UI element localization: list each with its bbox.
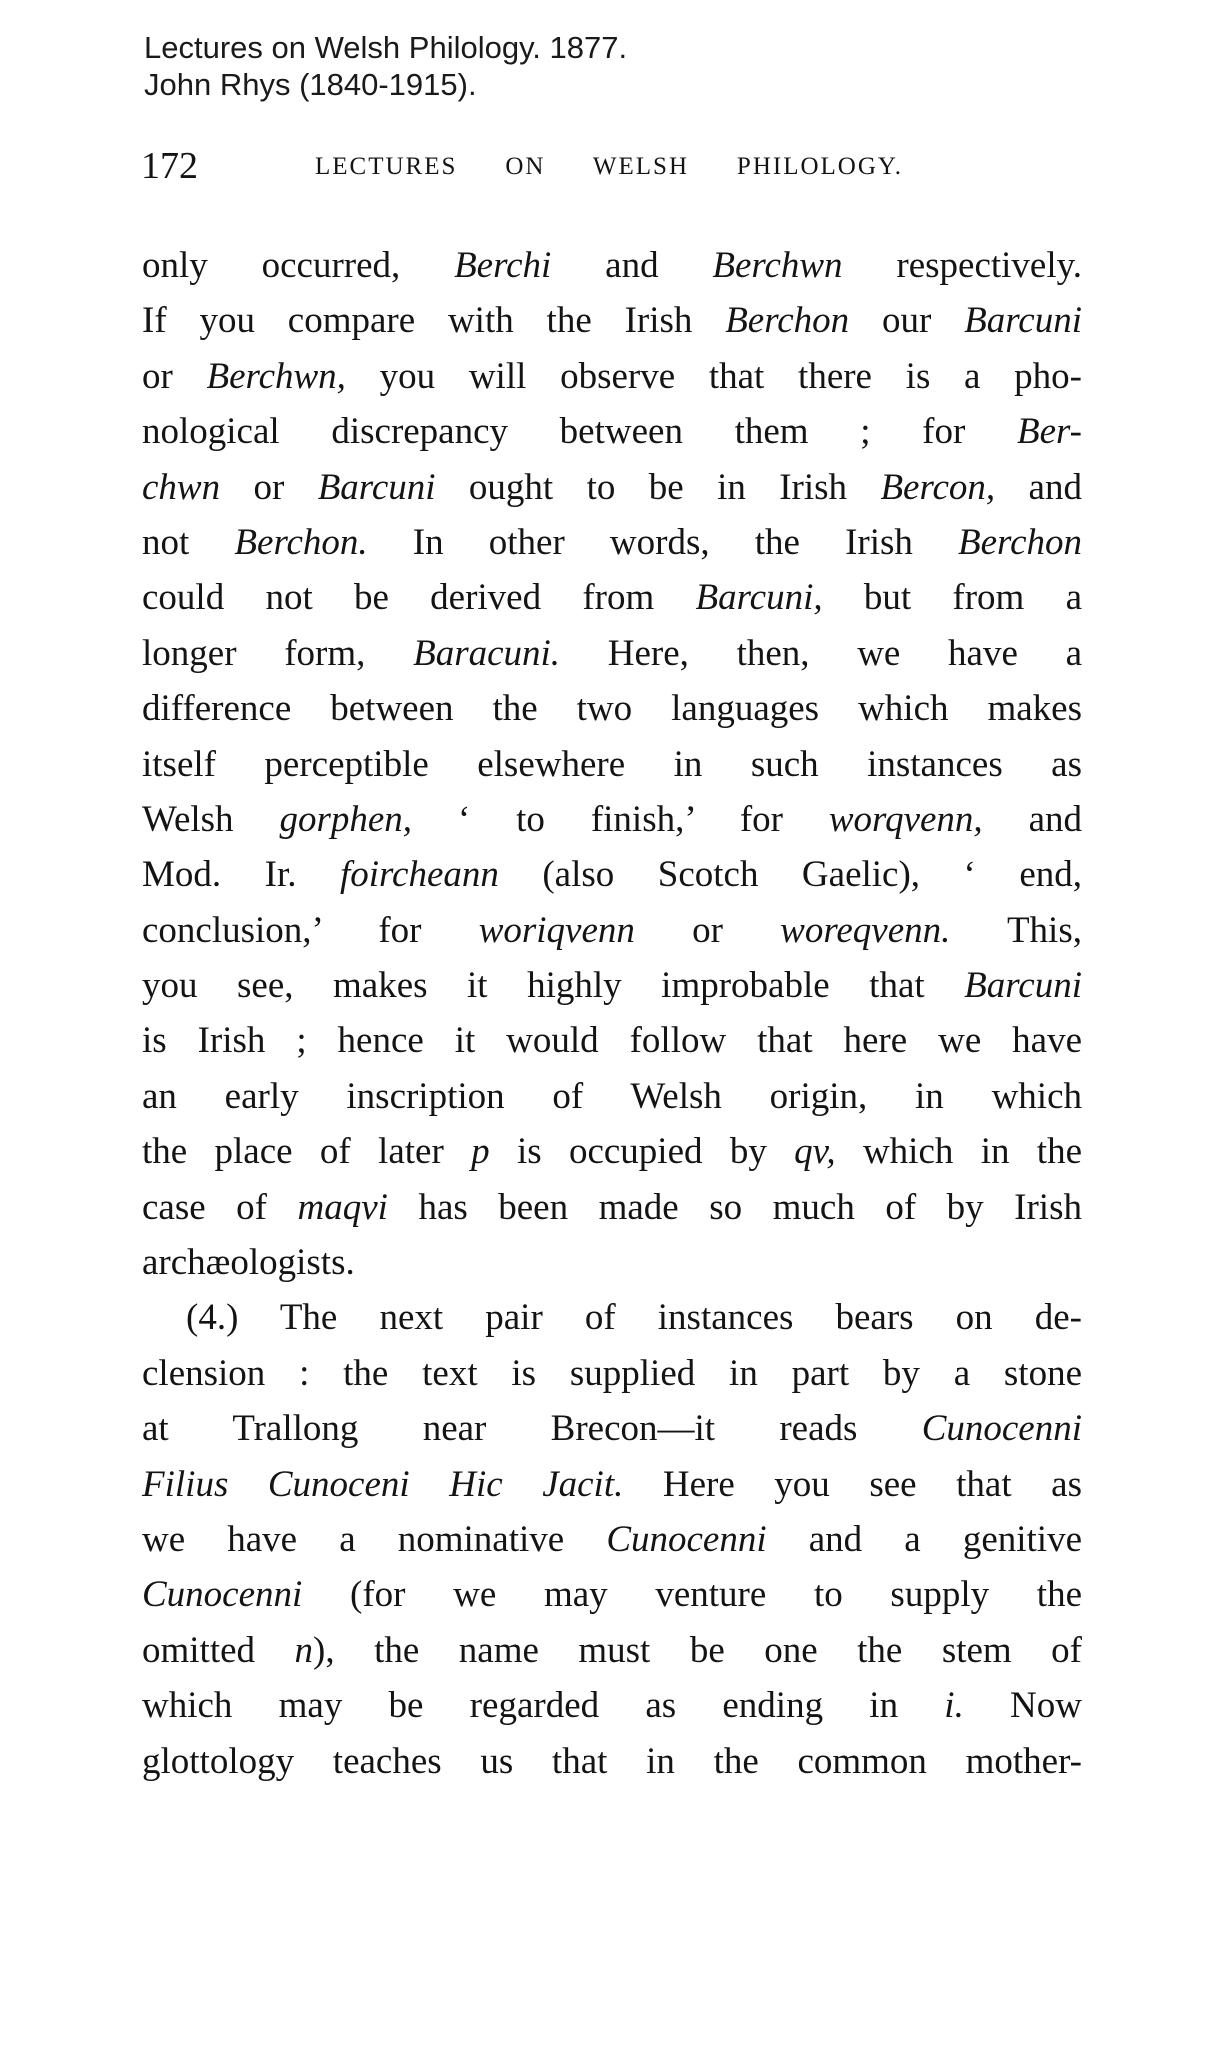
text-segment: longer form, (142, 632, 414, 674)
text-segment: ), the name must be one the stem of (313, 1629, 1082, 1671)
source-author: John Rhys (1840-1915). (144, 67, 477, 102)
text-segment: conclusion,’ for (142, 909, 479, 951)
text-segment: itself perceptible elsewhere in such instances as (142, 743, 1082, 785)
italic-text: Ber- (1016, 411, 1082, 453)
text-line (142, 1512, 1082, 1567)
italic-text: Cunocenni (921, 1408, 1082, 1450)
text-segment: at Trallong near Brecon—it reads (142, 1408, 922, 1450)
text-line (142, 515, 1082, 570)
text-segment: or (142, 355, 207, 397)
text-line (142, 1567, 1082, 1622)
text-line (142, 1124, 1082, 1179)
text-segment: This, (950, 909, 1082, 951)
text-segment: and (995, 466, 1082, 508)
text-segment: an early inscription of Welsh origin, in which (142, 1075, 1082, 1117)
italic-text: qv, (794, 1131, 836, 1173)
text-segment: which may be regarded as ending in (142, 1685, 945, 1727)
text-segment: ‘ to finish,’ for (412, 798, 829, 840)
text-line (142, 626, 1082, 681)
italic-text: woreqvenn. (780, 909, 951, 951)
text-line (142, 681, 1082, 736)
source-title: Lectures on Welsh Philology. 1877. (144, 30, 628, 65)
italic-text: gorphen, (279, 798, 413, 840)
italic-text: Berchon. (234, 521, 368, 563)
text-segment: difference between the two languages which makes (142, 688, 1082, 730)
text-segment: Here you see that as (623, 1463, 1082, 1505)
text-segment: and (551, 245, 713, 286)
text-line (142, 1180, 1082, 1235)
italic-text: maqvi (297, 1186, 388, 1228)
italic-text: Bercon, (880, 466, 996, 508)
italic-text: worqvenn, (828, 798, 983, 840)
text-segment: clension : the text is supplied in part by a stone (142, 1352, 1082, 1394)
page-number: 172 (141, 145, 198, 187)
text-segment: omitted (142, 1629, 295, 1671)
text-line (142, 1401, 1082, 1456)
italic-text: Baracuni. (413, 632, 561, 674)
text-line (142, 737, 1082, 792)
italic-text: Berchwn, (206, 355, 346, 397)
text-line (142, 1678, 1082, 1733)
italic-text: Berchi (454, 245, 552, 286)
text-segment: and a genitive (766, 1518, 1083, 1560)
text-line (142, 847, 1082, 902)
text-segment: Welsh (142, 798, 280, 840)
italic-text: n (294, 1629, 314, 1671)
text-segment: glottology teaches us that in the common mother- (142, 1740, 1082, 1782)
text-segment: If you compare with the Irish (142, 300, 726, 342)
text-segment: (also Scotch Gaelic), ‘ end, (498, 854, 1082, 896)
text-line (142, 1346, 1082, 1401)
text-segment: is Irish ; hence it would follow that here we have (142, 1020, 1082, 1062)
text-segment: you see, makes it highly improbable that (142, 965, 965, 1007)
italic-text: Berchon (725, 300, 850, 342)
italic-text: i. (944, 1685, 964, 1727)
text-line (142, 1069, 1082, 1124)
italic-text: foircheann (339, 854, 499, 896)
text-segment: ought to be in Irish (435, 466, 881, 508)
text-segment: case of (142, 1186, 298, 1228)
italic-text: Barcuni (964, 300, 1082, 342)
text-segment: is occupied by (489, 1131, 795, 1173)
text-segment: respectively. (842, 245, 1082, 286)
text-segment: In other words, the Irish (367, 521, 959, 563)
text-line (142, 792, 1082, 847)
text-line (142, 460, 1082, 515)
text-segment: could not be derived from (142, 577, 696, 619)
italic-text: p (471, 1131, 490, 1173)
running-head: LECTURES ON WELSH PHILOLOGY. (315, 153, 903, 180)
text-segment: our (849, 300, 965, 342)
italic-text: Barcuni, (695, 577, 823, 619)
text-line (142, 1623, 1082, 1678)
text-line (142, 570, 1082, 625)
italic-text: Filius Cunoceni Hic Jacit. (142, 1463, 624, 1505)
text-segment: not (142, 521, 235, 563)
text-segment: (4.) The next pair of instances bears on de- (186, 1297, 1082, 1339)
text-segment: Here, then, we have a (560, 632, 1083, 674)
text-line (142, 903, 1082, 958)
italic-text: Berchwn (712, 245, 843, 286)
text-segment: archæologists. (142, 1242, 355, 1284)
italic-text: Cunocenni (606, 1518, 767, 1560)
text-line (142, 1013, 1082, 1068)
text-segment: but from a (822, 577, 1082, 619)
text-segment: or (220, 466, 318, 508)
italic-text: woriqvenn (478, 909, 635, 951)
text-segment: and (982, 798, 1083, 840)
italic-text: Barcuni (964, 965, 1082, 1007)
text-line (142, 1290, 1082, 1345)
text-segment: the place of later (142, 1131, 472, 1173)
text-line (142, 293, 1082, 348)
text-line (142, 1235, 1082, 1290)
italic-text: Barcuni (317, 466, 436, 508)
text-segment: (for we may venture to supply the (302, 1574, 1082, 1616)
text-line (142, 238, 1082, 293)
text-line (142, 1734, 1082, 1789)
text-segment: or (634, 909, 781, 951)
text-segment: has been made so much of by Irish (387, 1186, 1082, 1228)
text-segment: which in the (835, 1131, 1083, 1173)
text-segment: we have a nominative (142, 1518, 607, 1560)
text-segment: only occurred, (142, 245, 455, 286)
body-text (142, 238, 1082, 1789)
text-segment: nological discrepancy between them ; for (142, 411, 1017, 453)
text-line (142, 404, 1082, 459)
text-segment: you will observe that there is a pho- (345, 355, 1082, 397)
italic-text: Berchon (958, 521, 1083, 563)
text-segment: Mod. Ir. (142, 854, 340, 896)
text-segment: Now (963, 1685, 1082, 1727)
italic-text: chwn (142, 466, 221, 508)
text-line (142, 349, 1082, 404)
italic-text: Cunocenni (142, 1574, 303, 1616)
text-line (142, 958, 1082, 1013)
text-line (142, 1457, 1082, 1512)
